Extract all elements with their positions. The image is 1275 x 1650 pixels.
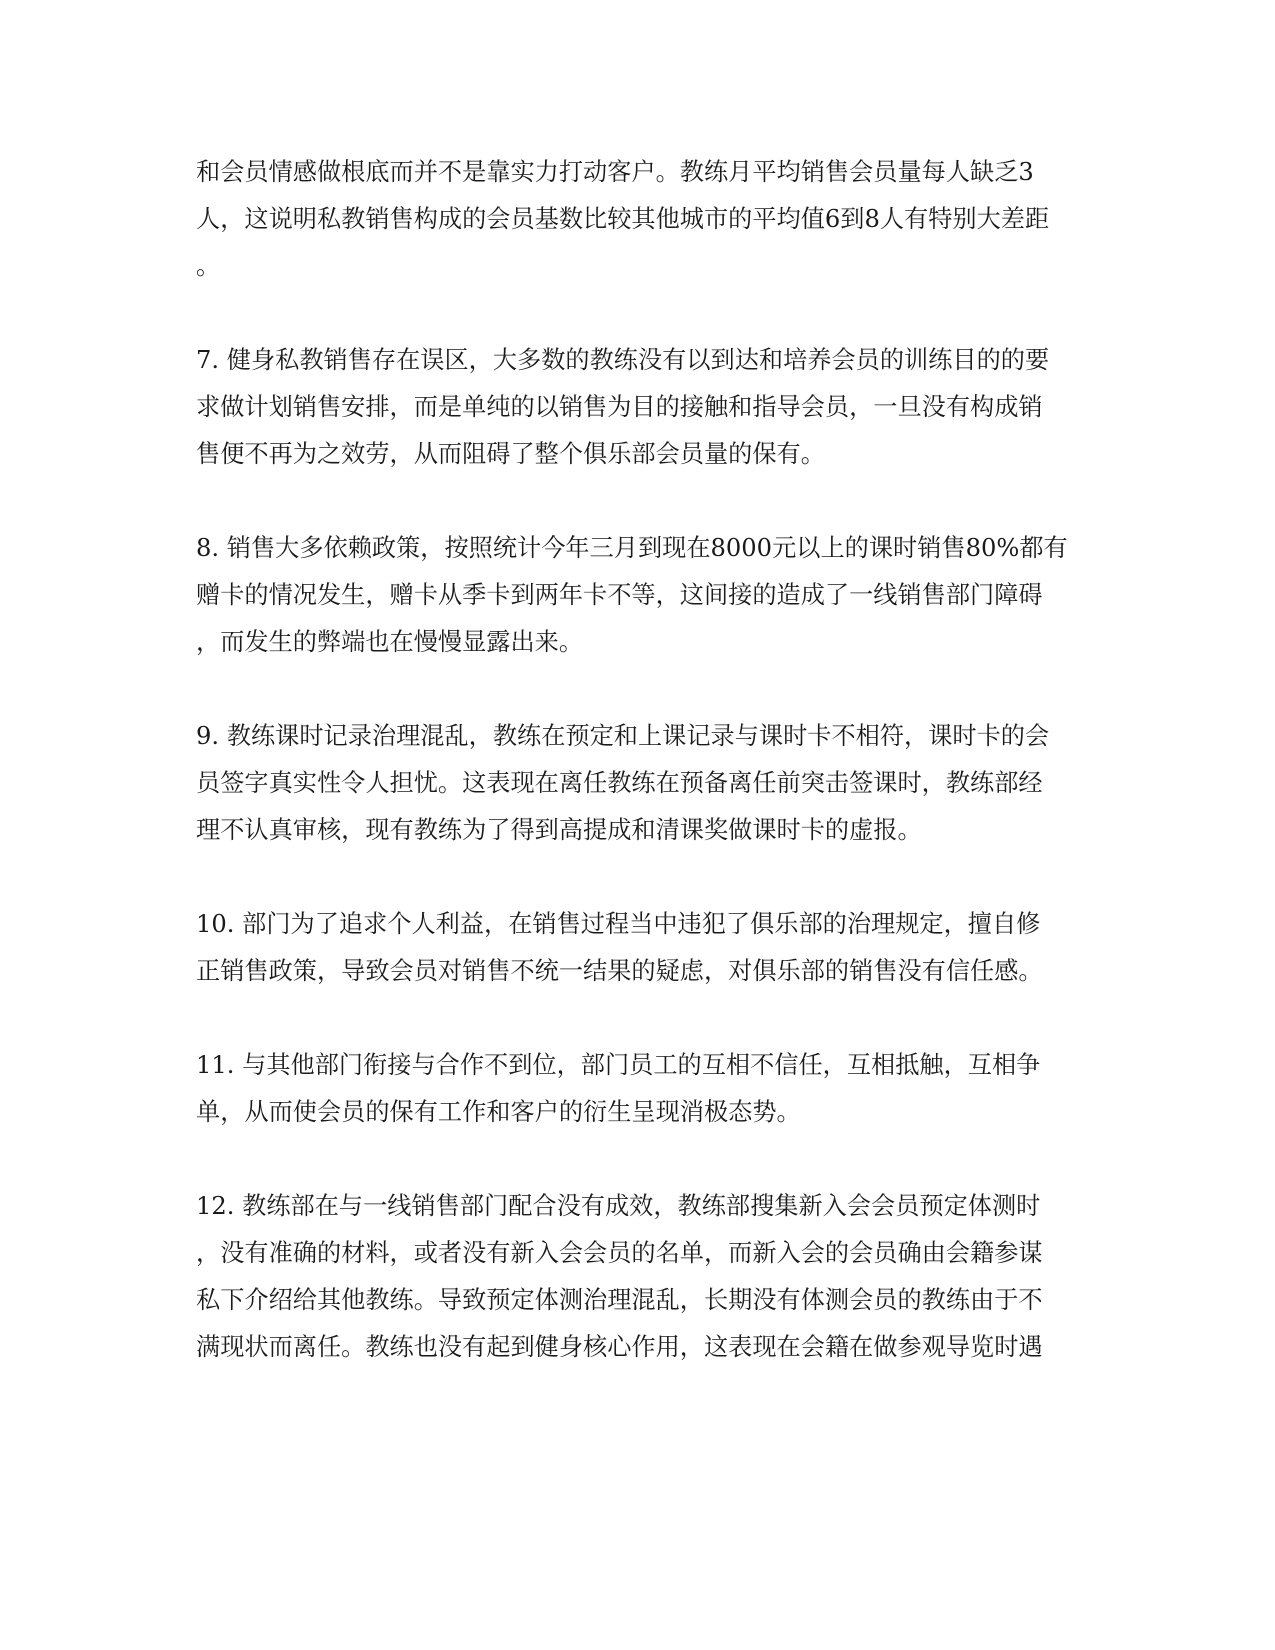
text-line: 11. 与其他部门衔接与合作不到位，部门员工的互相不信任，互相抵触，互相争: [196, 1051, 1041, 1079]
text-line: 正销售政策，导致会员对销售不统一结果的疑虑，对俱乐部的销售没有信任感。: [196, 957, 1043, 985]
text-line: ，而发生的弊端也在慢慢显露出来。: [196, 628, 584, 656]
text-line: 售便不再为之效劳，从而阻碍了整个俱乐部会员量的保有。: [196, 440, 825, 468]
text-line: 求做计划销售安排，而是单纯的以销售为目的接触和指导会员，一旦没有构成销: [196, 393, 1043, 421]
text-line: 9. 教练课时记录治理混乱，教练在预定和上课记录与课时卡不相符，课时卡的会: [196, 722, 1050, 750]
text-line: 理不认真审核，现有教练为了得到高提成和清课奖做课时卡的虚报。: [196, 816, 922, 844]
text-line: 10. 部门为了追求个人利益，在销售过程当中违犯了俱乐部的治理规定，擅自修: [196, 910, 1041, 938]
text-line: 满现状而离任。教练也没有起到健身核心作用，这表现在会籍在做参观导览时遇: [196, 1333, 1043, 1361]
text-line: 赠卡的情况发生，赠卡从季卡到两年卡不等，这间接的造成了一线销售部门障碍: [196, 581, 1043, 609]
text-line: 。: [196, 252, 221, 280]
text-line: 私下介绍给其他教练。导致预定体测治理混乱，长期没有体测会员的教练由于不: [196, 1286, 1043, 1314]
text-line: 8. 销售大多依赖政策，按照统计今年三月到现在8000元以上的课时销售80%都有: [196, 534, 1068, 562]
text-line: 12. 教练部在与一线销售部门配合没有成效，教练部搜集新入会会员预定体测时: [196, 1192, 1041, 1220]
text-line: ，没有准确的材料，或者没有新入会会员的名单，而新入会的会员确由会籍参谋: [196, 1239, 1043, 1267]
text-line: 单，从而使会员的保有工作和客户的衍生呈现消极态势。: [196, 1098, 801, 1126]
text-line: 7. 健身私教销售存在误区，大多数的教练没有以到达和培养会员的训练目的的要: [196, 346, 1050, 374]
text-line: 和会员情感做根底而并不是靠实力打动客户。教练月平均销售会员量每人缺乏3: [196, 158, 1034, 186]
text-line: 员签字真实性令人担忧。这表现在离任教练在预备离任前突击签课时，教练部经: [196, 769, 1043, 797]
text-line: 人，这说明私教销售构成的会员基数比较其他城市的平均值6到8人有特别大差距: [196, 205, 1050, 233]
